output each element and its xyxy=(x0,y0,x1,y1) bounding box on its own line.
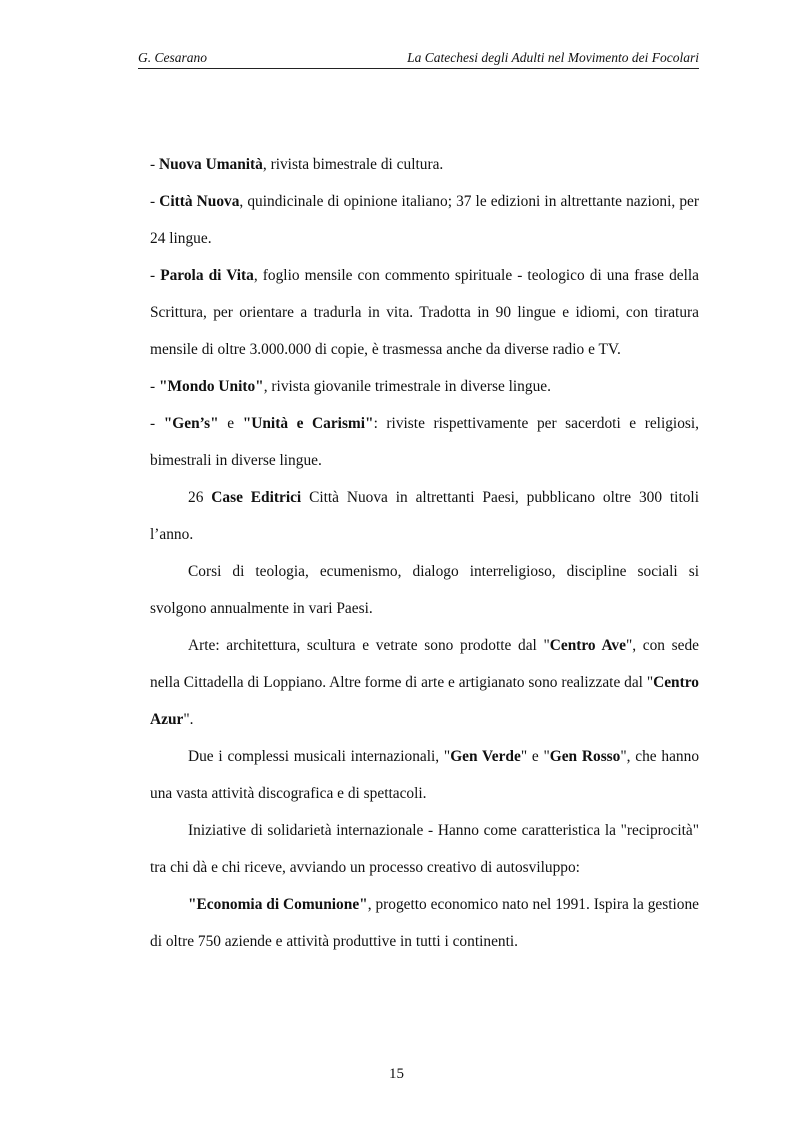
paragraph-mondo-unito: - "Mondo Unito", rivista giovanile trimestrale in diverse lingue. xyxy=(150,378,551,395)
paragraph-parola-di-vita: - Parola di Vita, foglio mensile con commento spirituale - teologico di una frase della Scrittura, per orientare a tradurla in vita. Tradotta in 90 lingue e idiomi, con tiratura mensile di oltre 3.000.000 di copie, è trasmessa anche da diverse radio e TV. xyxy=(150,267,699,358)
header-author: G. Cesarano xyxy=(138,50,208,65)
paragraph-arte: Arte: architettura, scultura e vetrate sono prodotte dal "Centro Ave", con sede nella Cittadella di Loppiano. Altre forme di arte e artigianato sono realizzate dal "Centro Azur". xyxy=(150,637,699,728)
paragraph-nuova-umanita: - Nuova Umanità, rivista bimestrale di cultura. xyxy=(150,156,444,173)
paragraph-complessi-musicali: Due i complessi musicali internazionali, "Gen Verde" e "Gen Rosso", che hanno una vasta attività discografica e di spettacoli. xyxy=(150,748,700,802)
paragraph-gens-unita-carismi: - "Gen’s" e "Unità e Carismi": riviste rispettivamente per sacerdoti e religiosi, bimestrali in diverse lingue. xyxy=(150,415,700,469)
paragraph-iniziative: Iniziative di solidarietà internazionale - Hanno come caratteristica la "reciprocità" tra chi dà e chi riceve, avviando un processo creativo di autosviluppo: xyxy=(150,822,699,876)
paragraph-corsi: Corsi di teologia, ecumenismo, dialogo interreligioso, discipline sociali si svolgono annualmente in vari Paesi. xyxy=(150,563,699,617)
paragraph-case-editrici: 26 Case Editrici Città Nuova in altrettanti Paesi, pubblicano oltre 300 titoli l’anno. xyxy=(150,489,699,543)
paragraph-citta-nuova: - Città Nuova, quindicinale di opinione italiano; 37 le edizioni in altrettante nazioni, per 24 lingue. xyxy=(150,193,699,247)
paragraph-economia-comunione: "Economia di Comunione", progetto economico nato nel 1991. Ispira la gestione di oltre 750 aziende e attività produttive in tutti i continenti. xyxy=(150,896,699,950)
page-number: 15 xyxy=(389,1066,404,1082)
body-text xyxy=(150,146,699,960)
page-header xyxy=(138,50,699,69)
header-title: La Catechesi degli Adulti nel Movimento dei Focolari xyxy=(407,50,699,65)
